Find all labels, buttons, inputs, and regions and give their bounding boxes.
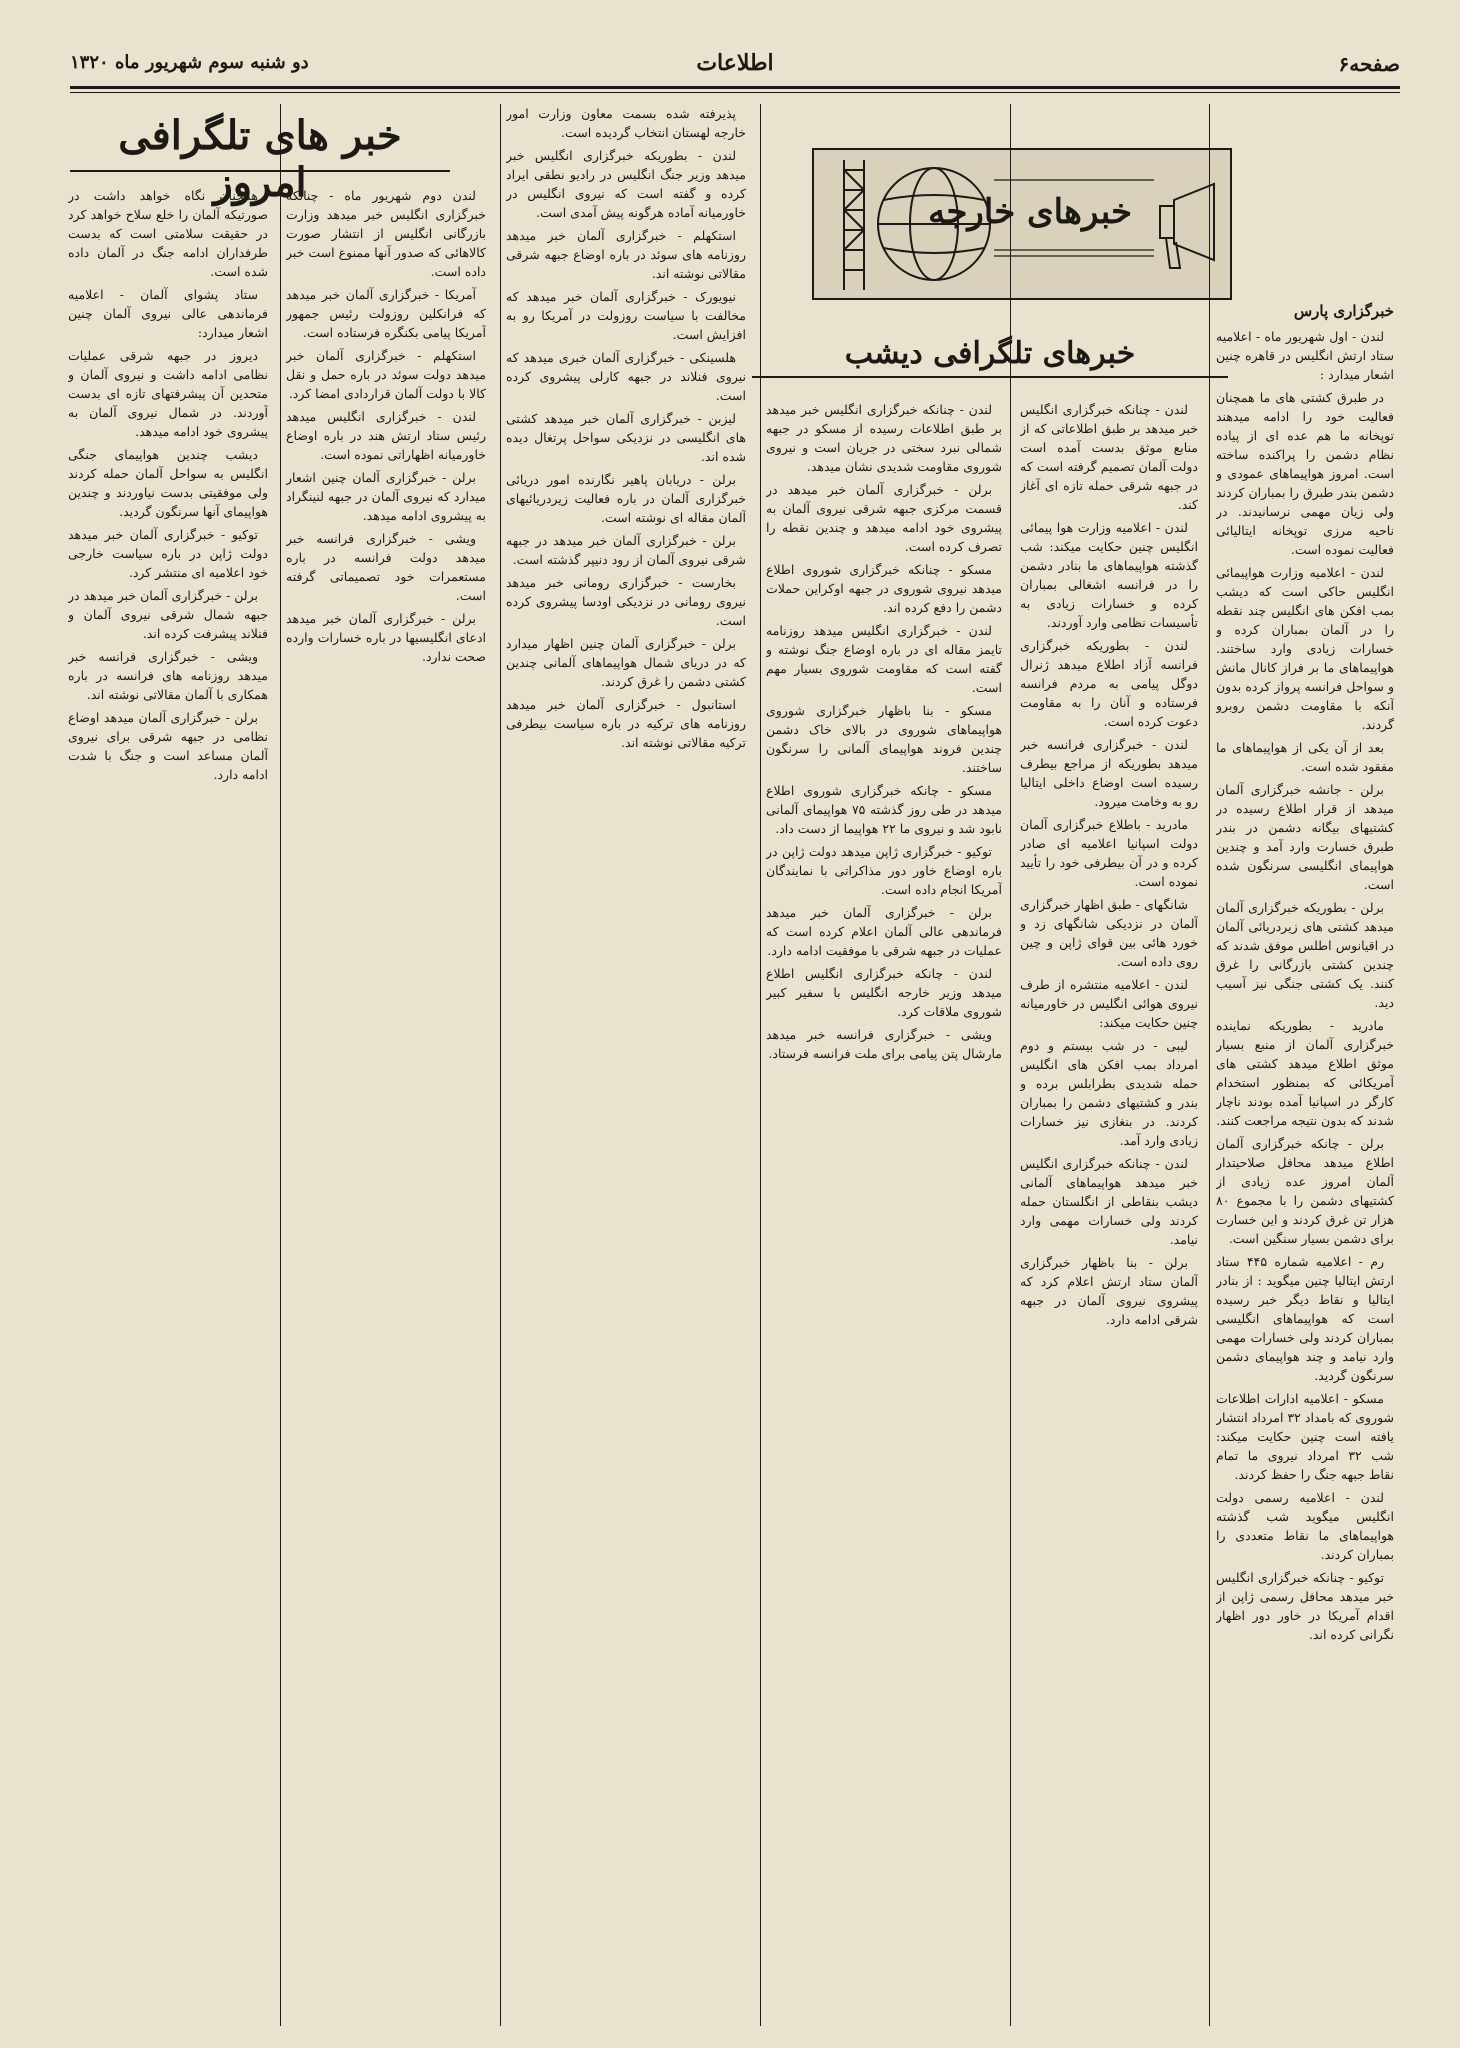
news-item: رم - اعلامیه شماره ۴۴۵ ستاد ارتش ایتالیا چنین میگوید : از بنادر ایتالیا و نقاط دیگر خبر رسیده است که هواپیماهای انگلیسی بمباران کردند ولی خسارات مهمی وارد نیامد و چند هواپیمای دشمن سرنگون گردید. xyxy=(1216,1254,1394,1383)
news-item: همچنان نگاه خواهد داشت در صورتیکه آلمان را خلع سلاح خواهد کرد در حقیقت سلامتی است که بدست طرفداران ادامه جنگ در آلمان داده شده است. xyxy=(68,188,268,279)
news-item: مادرید - باطلاع خبرگزاری آلمان دولت اسپانیا اعلامیه ای صادر کرده و در آن بیطرفی خود را تأیید نموده است. xyxy=(1020,817,1198,889)
news-item: توکیو - چنانکه خبرگزاری انگلیس خبر میدهد محافل رسمی ژاپن از اقدام آمریکا در خاور دور اظهار نگرانی کرده اند. xyxy=(1216,1570,1394,1642)
news-item: ویشی - خبرگزاری فرانسه خبر میدهد روزنامه های فرانسه در باره همکاری با آلمان مقالاتی نوشته اند. xyxy=(68,649,268,702)
news-item: برلن - بطوریکه خبرگزاری آلمان میدهد کشتی های زیردریائی آلمان در اقیانوس اطلس موفق شدند که چندین کشتی بازرگانی را غرق کنند. یک کشتی جنگی نیز آسیب دید. xyxy=(1216,900,1394,1010)
news-item: هلسینکی - خبرگزاری آلمان خبری میدهد که نیروی فنلاند در جبهه کارلی پیشروی کرده است. xyxy=(506,350,746,403)
today-news-headline: خبر های تلگرافی امروز xyxy=(118,112,402,206)
news-item: استکهلم - خبرگزاری آلمان خبر میدهد دولت سوئد در باره حمل و نقل کالا با دولت آلمان قراردادی امضا کرد. xyxy=(286,348,486,401)
news-item: لندن - اول شهریور ماه - اعلامیه ستاد ارتش انگلیس در قاهره چنین اشعار میدارد : xyxy=(1216,329,1394,382)
column-5-body xyxy=(286,186,486,666)
column-1 xyxy=(1216,300,1394,2026)
headline-rule xyxy=(752,376,1228,378)
news-item: توکیو - خبرگزاری ژاپن میدهد دولت ژاپن در باره اوضاع خاور دور مذاکراتی با نمایندگان آمریکا انجام داده است. xyxy=(766,844,1002,897)
column-6 xyxy=(68,186,268,2026)
news-item: برلن - خبرگزاری آلمان خبر میدهد در جبهه شرقی نیروی آلمان از رود دنیپر گذشته است. xyxy=(506,533,746,567)
column-divider xyxy=(760,104,761,2026)
evening-news-headline: خبرهای تلگرافی دیشب xyxy=(844,336,1136,371)
news-item: ستاد پشوای آلمان - اعلامیه فرماندهی عالی نیروی آلمان چنین اشعار میدارد: xyxy=(68,287,268,340)
news-item: لندن - چنانکه خبرگزاری انگلیس خبر میدهد هواپیماهای آلمانی دیشب بنقاطی از انگلستان حمله کردند ولی خسارات مهمی وارد نیامد. xyxy=(1020,1156,1198,1247)
news-item: ویشی - خبرگزاری فرانسه خبر میدهد مارشال پتن پیامی برای ملت فرانسه فرستاد. xyxy=(766,1027,1002,1061)
news-item: دیشب چندین هواپیمای جنگی انگلیس به سواحل آلمان حمله کردند ولی موفقیتی بدست نیاوردند و چندین هواپیمای آنها سرنگون گردید. xyxy=(68,447,268,519)
news-item: لندن - چنانکه خبرگزاری انگلیس خبر میدهد بر طبق اطلاعات رسیده از مسکو در جبهه شمالی نبرد سختی در جریان است و نیروی شوروی مقاومت شدیدی نشان میدهد. xyxy=(766,402,1002,474)
column-2-body xyxy=(1020,400,1198,1329)
news-item: لندن - بطوریکه خبرگزاری فرانسه آزاد اطلاع میدهد ژنرال دوگل پیامی به مردم فرانسه فرستاده و آنان را به مقاومت دعوت کرده است. xyxy=(1020,638,1198,729)
news-item: نیویورک - خبرگزاری آلمان خبر میدهد که مخالفت با سیاست روزولت در آمریکا رو به افزایش است. xyxy=(506,289,746,342)
news-item: بخارست - خبرگزاری رومانی خبر میدهد نیروی رومانی در نزدیکی اودسا پیشروی کرده است. xyxy=(506,575,746,628)
news-item: آمریکا - خبرگزاری آلمان خبر میدهد که فرانکلین روزولت رئیس جمهور آمریکا پیامی بکنگره فرستاده است. xyxy=(286,287,486,340)
news-item: برلن - خبرگزاری آلمان چنین اظهار میدارد که در دریای شمال هواپیماهای آلمانی چندین کشتی دشمن را غرق کردند. xyxy=(506,636,746,689)
news-item: برلن - جانشه خبرگزاری آلمان میدهد از قرار اطلاع رسیده در کشتیهای بیگانه دشمن در بندر طبرق خسارت وارد آمد و چندین هواپیمای انگلیسی سرنگون شده است. xyxy=(1216,782,1394,892)
agency-label: خبرگزاری پارس xyxy=(1293,302,1394,320)
paper-name: اطلاعات xyxy=(696,50,774,76)
headline-rule xyxy=(70,170,450,172)
news-item: لیبی - در شب بیستم و دوم امرداد بمب افکن های انگلیس حمله شدیدی بطرابلس برده و بندر و کشتیهای دشمن را بمباران کردند. در بنغازی نیز خسارات زیادی وارد آمد. xyxy=(1020,1038,1198,1148)
header-rule-thin xyxy=(70,92,1400,93)
column-3-body xyxy=(766,400,1002,1063)
column-4-body xyxy=(506,104,746,752)
news-item: توکیو - خبرگزاری آلمان خبر میدهد دولت ژاپن در باره سیاست خارجی خود اعلامیه ای منتشر کرد. xyxy=(68,527,268,580)
news-item: لیزبن - خبرگزاری آلمان خبر میدهد کشتی های انگلیسی در نزدیکی سواحل پرتغال دیده شده اند. xyxy=(506,411,746,464)
news-item: دیروز در جبهه شرقی عملیات نظامی ادامه داشت و نیروی آلمان و متحدین آن پیشرفتهای تازه ای بدست آوردند. در شمال نیروی آلمان به پیشروی خود ادامه میدهد. xyxy=(68,348,268,439)
news-item: شانگهای - طبق اظهار خبرگزاری آلمان در نزدیکی شانگهای زد و خورد هائی بین قوای ژاپن و چین روی داده است. xyxy=(1020,897,1198,969)
column-3 xyxy=(766,400,1002,2026)
news-item: برلن - خبرگزاری آلمان خبر میدهد در قسمت مرکزی جبهه شرقی نیروی آلمان به پیشروی خود ادامه میدهد و چندین نقطه را تصرف کرده است. xyxy=(766,482,1002,554)
column-1-body xyxy=(1216,327,1394,1644)
column-divider xyxy=(1010,104,1011,2026)
news-item: استکهلم - خبرگزاری آلمان خبر میدهد روزنامه های سوئد در باره اوضاع جبهه شرقی مقالاتی نوشته اند. xyxy=(506,228,746,281)
news-item: لندن - چانکه خبرگزاری انگلیس اطلاع میدهد وزیر خارجه انگلیس با سفیر کبیر شوروی ملاقات کرد. xyxy=(766,966,1002,1019)
news-item: لندن - اعلامیه وزارت هوا پیمائی انگلیس چنین حکایت میکند: شب گذشته هواپیماهای ما بنادر دشمن را در فرانسه اشغالی بمباران کرده و خسارات زیادی به تأسیسات نظامی وارد آوردند. xyxy=(1020,520,1198,630)
issue-date: دو شنبه سوم شهریور ماه ۱۳۲۰ xyxy=(70,52,309,73)
column-6-body xyxy=(68,186,268,784)
column-2 xyxy=(1020,400,1198,2026)
news-item: برلن - خبرگزاری آلمان میدهد اوضاع نظامی در جبهه شرقی برای نیروی آلمان مساعد است و جنگ با شدت ادامه دارد. xyxy=(68,710,268,782)
news-item: در طبرق کشتی های ما همچنان فعالیت خود را ادامه میدهند توپخانه ما هم عده ای از پیاده نظام دشمن را پراکنده ساخته است. امروز هواپیماهای عمودی و دشمن بندر طبرق را بمباران کردند ولی زیان مهمی نرسانیدند. در ناحیه مرزی توپخانه ایتالیائی فعالیت نموده است. xyxy=(1216,390,1394,557)
header-rule xyxy=(70,86,1400,89)
column-divider xyxy=(280,104,281,2026)
column-4 xyxy=(506,104,746,2026)
column-divider xyxy=(500,104,501,2026)
page-header xyxy=(70,48,1400,82)
news-item: استانبول - خبرگزاری آلمان خبر میدهد روزنامه های ترکیه در باره سیاست بیطرفی ترکیه مقالاتی نوشته اند. xyxy=(506,697,746,750)
news-item: مادرید - بطوریکه نماینده خبرگزاری آلمان از منبع بسیار موثق اطلاع میدهد کشتی های آمریکائی که بمنظور استخدام کارگر در اسپانیا آمده بودند ناچار شدند که بدون نتیجه مراجعت کنند. xyxy=(1216,1018,1394,1128)
news-item: لندن - اعلامیه منتشره از طرف نیروی هوائی انگلیس در خاورمیانه چنین حکایت میکند: xyxy=(1020,977,1198,1030)
news-item: مسکو - چنانکه خبرگزاری شوروی اطلاع میدهد نیروی شوروی در جبهه اوکراین حملات دشمن را دفع کرده اند. xyxy=(766,562,1002,615)
column-divider xyxy=(1209,104,1210,2026)
news-item: مسکو - اعلامیه ادارات اطلاعات شوروی که بامداد ۳۲ امرداد انتشار یافته است چنین حکایت میکند: شب ۳۲ امرداد نیروی ما تمام نقاط جبهه جنگ را حفظ کردند. xyxy=(1216,1391,1394,1482)
news-item: برلن - دریابان پاهیر نگارنده امور دریائی خبرگزاری آلمان در باره فعالیت زیردریائیهای آلمان مقاله ای نوشته است. xyxy=(506,472,746,525)
news-item: برلن - بنا باظهار خبرگزاری آلمان ستاد ارتش اعلام کرد که پیشروی نیروی آلمان در جبهه شرقی ادامه دارد. xyxy=(1020,1255,1198,1327)
news-item: برلن - چانکه خبرگزاری آلمان اطلاع میدهد محافل صلاحیتدار آلمان امروز عده زیادی از کشتیهای دشمن را با مجموع ۸۰ هزار تن غرق کردند و این خسارت برای دشمن بسیار سنگین است. xyxy=(1216,1136,1394,1246)
news-item: ویشی - خبرگزاری فرانسه خبر میدهد دولت فرانسه در باره مستعمرات خود تصمیماتی گرفته است. xyxy=(286,531,486,603)
news-item: برلن - خبرگزاری آلمان خبر میدهد در جبهه شمال شرقی نیروی آلمان و فنلاند پیشرفت کرده اند. xyxy=(68,588,268,641)
news-item: لندن - خبرگزاری فرانسه خبر میدهد بطوریکه از مراجع بیطرف رسیده است اوضاع داخلی ایتالیا رو به وخامت میرود. xyxy=(1020,737,1198,809)
news-item: مسکو - چانکه خبرگزاری شوروی اطلاع میدهد در طی روز گذشته ۷۵ هواپیمای آلمانی نابود شد و نیروی ما ۲۲ هواپیما از دست داد. xyxy=(766,783,1002,836)
news-item: لندن - چنانکه خبرگزاری انگلیس خبر میدهد بر طبق اطلاعاتی که از منابع موثق بدست آمده است دولت آلمان تصمیم گرفته است که در جبهه شرقی حمله تازه ای آغاز کند. xyxy=(1020,402,1198,512)
news-item: لندن دوم شهریور ماه - چنانکه خبرگزاری انگلیس خبر میدهد وزارت بازرگانی انگلیس از انتشار صورت کالاهائی که صدور آنها ممنوع است خبر داده است. xyxy=(286,188,486,279)
news-item: مسکو - بنا باظهار خبرگزاری شوروی هواپیماهای شوروی در بالای خاک دشمن چندین فروند هواپیمای آلمانی را سرنگون ساختند. xyxy=(766,703,1002,775)
page-number: صفحه۶ xyxy=(1338,52,1400,76)
tower-icon xyxy=(844,160,864,290)
news-item: لندن - اعلامیه رسمی دولت انگلیس میگوید شب گذشته هواپیماهای ما نقاط متعددی را بمباران کردند. xyxy=(1216,1490,1394,1562)
megaphone-icon xyxy=(1160,184,1214,268)
column-5 xyxy=(286,186,486,2026)
banner-title: خبرهای خارجه xyxy=(928,192,1132,232)
news-item: لندن - اعلامیه وزارت هواپیمائی انگلیس حاکی است که دیشب بمب افکن های انگلیس چند نقطه را در آلمان بمباران کرده و خسارات زیادی وارد ساختند. هواپیماهای ما بر فراز کانال مانش و سواحل فرانسه پرواز کرده بدون آنکه با مقاومت دشمن روبرو گردند. xyxy=(1216,565,1394,732)
news-item: بعد از آن یکی از هواپیماهای ما مفقود شده است. xyxy=(1216,740,1394,774)
news-item: برلن - خبرگزاری آلمان خبر میدهد فرماندهی عالی آلمان اعلام کرده است که عملیات در جبهه شرقی با موفقیت ادامه دارد. xyxy=(766,905,1002,958)
news-item: لندن - خبرگزاری انگلیس میدهد روزنامه تایمز مقاله ای در باره اوضاع جنگ نوشته و گفته است که مقاومت شوروی بسیار مهم است. xyxy=(766,623,1002,695)
news-item: پذیرفته شده بسمت معاون وزارت امور خارجه لهستان انتخاب گردیده است. xyxy=(506,106,746,140)
news-item: برلن - خبرگزاری آلمان خبر میدهد ادعای انگلیسیها در باره خسارات وارده صحت ندارد. xyxy=(286,611,486,664)
news-item: لندن - خبرگزاری انگلیس میدهد رئیس ستاد ارتش هند در باره اوضاع خاورمیانه اظهاراتی نموده است. xyxy=(286,409,486,462)
news-item: برلن - خبرگزاری آلمان چنین اشعار میدارد که نیروی آلمان در جبهه لنینگراد به پیشروی ادامه میدهد. xyxy=(286,470,486,523)
news-item: لندن - بطوریکه خبرگزاری انگلیس خبر میدهد وزیر جنگ انگلیس در رادیو نطقی ایراد کرده و گفته است که نیروی انگلیس در خاورمیانه آماده هرگونه پیش آمدی است. xyxy=(506,148,746,220)
foreign-news-banner xyxy=(812,148,1232,300)
